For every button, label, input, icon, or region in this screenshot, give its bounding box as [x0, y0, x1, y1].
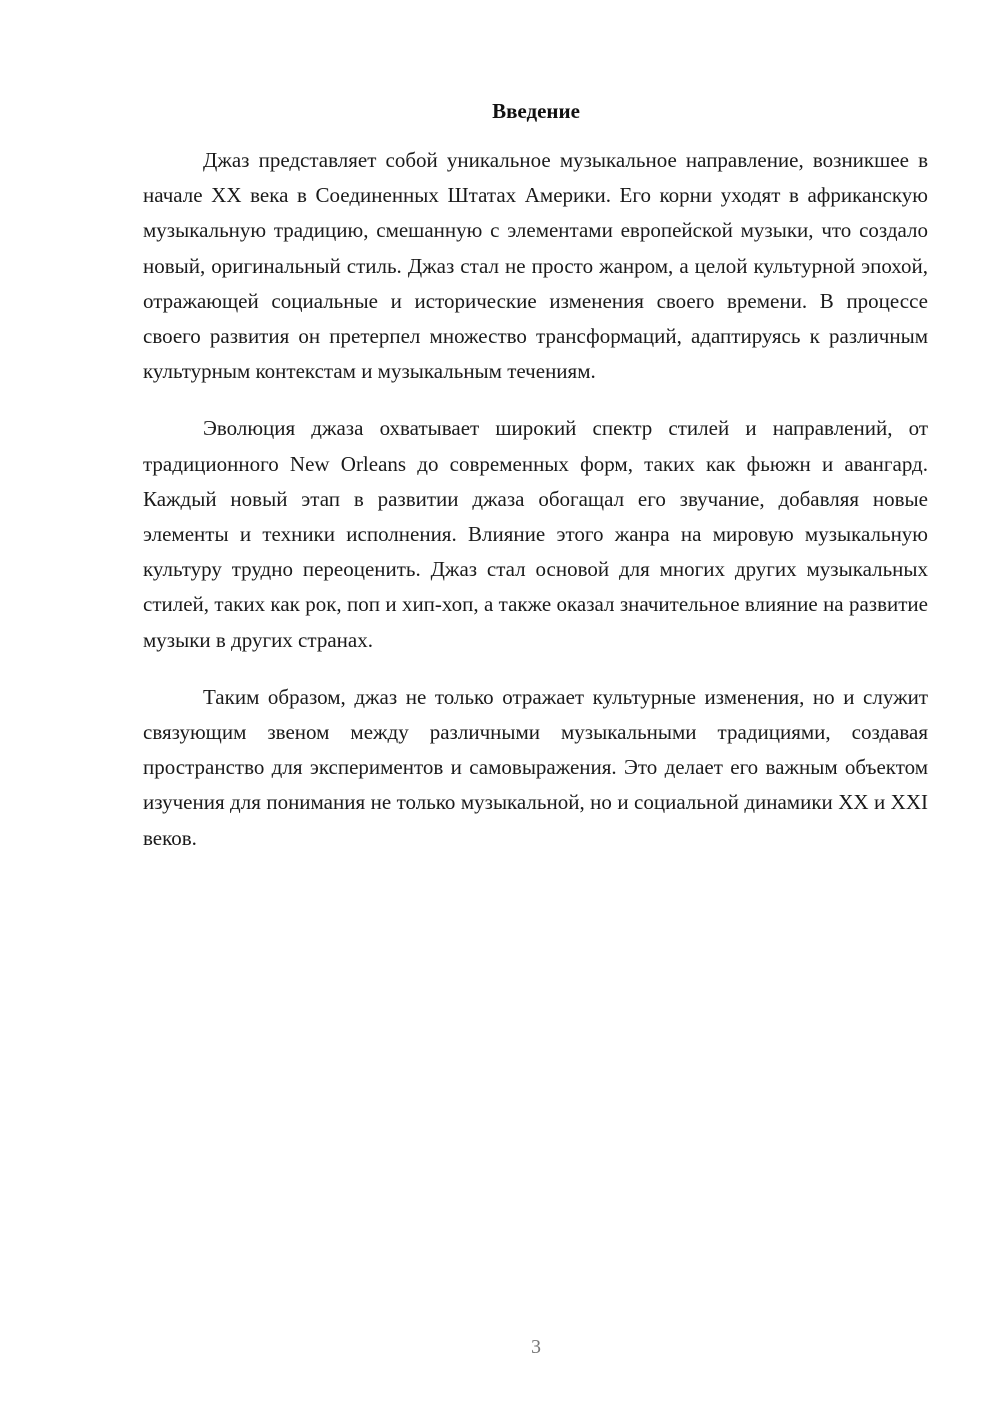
paragraph-3: Таким образом, джаз не только отражает культурные изменения, но и служит связующим звеном между различными музыкальными традициями, создавая пространство для экспериментов и самовыражения. Это делает его важным объектом изучения для понимания не только музыкальной, но и социальной динамики XX и XXI веков.: [143, 684, 928, 850]
document-body: [143, 143, 928, 878]
section-heading: Введение: [492, 99, 580, 123]
paragraph-2: Эволюция джаза охватывает широкий спектр стилей и направлений, от традиционного New Orleans до современных форм, таких как фьюжн и авангард. Каждый новый этап в развитии джаза обогащал его звучание, добавляя новые элементы и техники исполнения. Влияние этого жанра на мировую музыкальную культуру трудно переоценить. Джаз стал основой для многих других музыкальных стилей, таких как рок, поп и хип-хоп, а также оказал значительное влияние на развитие музыки в других странах.: [143, 416, 928, 652]
page-number: 3: [531, 1336, 541, 1358]
paragraph-1: Джаз представляет собой уникальное музыкальное направление, возникшее в начале XX века в Соединенных Штатах Америки. Его корни уходят в африканскую музыкальную традицию, смешанную с элементами европейской музыки, что создало новый, оригинальный стиль. Джаз стал не просто жанром, а целой культурной эпохой, отражающей социальные и исторические изменения своего времени. В процессе своего развития он претерпел множество трансформаций, адаптируясь к различным культурным контекстам и музыкальным течениям.: [143, 148, 928, 384]
